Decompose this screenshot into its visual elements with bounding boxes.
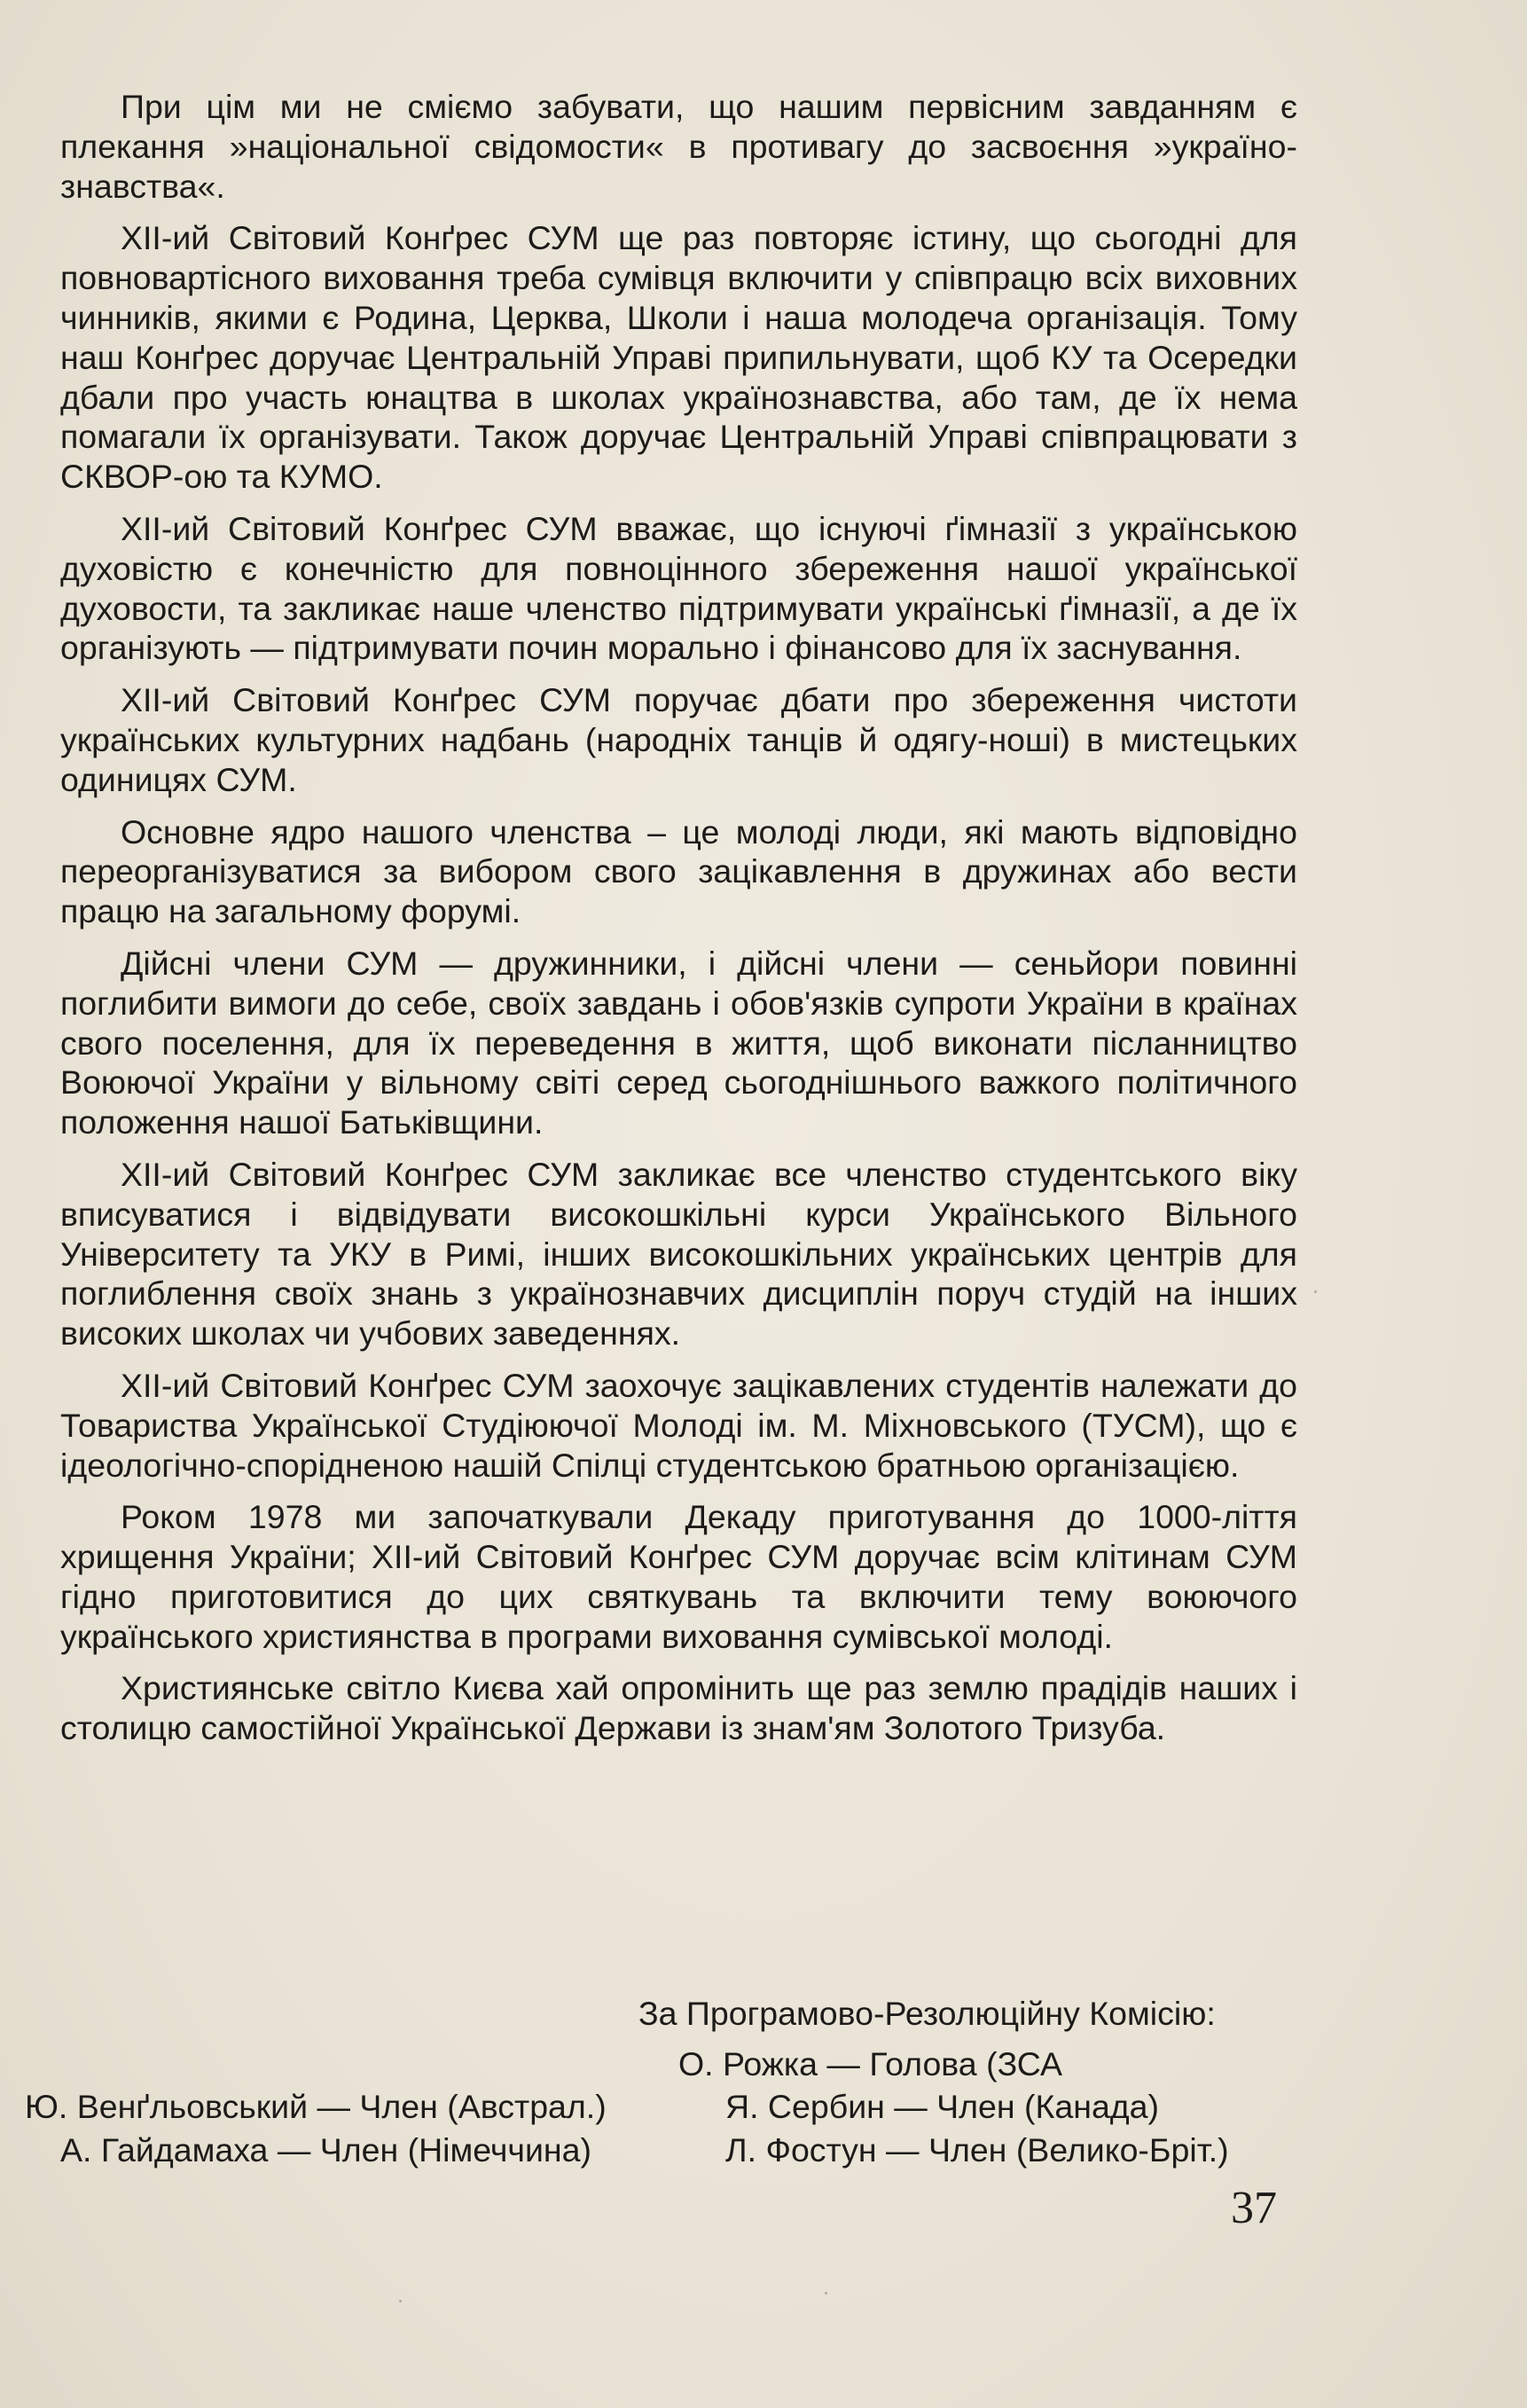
paragraph-4: XII-ий Світовий Конґрес СУМ поручає дбати про збереження чистоти українських культурних надбань (народніх танців й одягу-ноші) в мистецьких одиницях СУМ.: [60, 681, 1297, 798]
paper-speck: [825, 2292, 827, 2294]
paragraph-5: Основне ядро нашого членства – це молоді люди, які мають відповідно переорганізуватися за вибором свого зацікавлення в дружинах або вести працю на загальному форумі.: [60, 812, 1297, 930]
paragraph-8: XII-ий Світовий Конґрес СУМ заохочує зацікавлених студентів належати до Товариства Української Студіюючої Молоді ім. М. Міхновського (ТУСМ), що є ідеологічно-споріднeною нашій Спілці студентською братньою організацією.: [60, 1366, 1297, 1484]
paragraph-10: Християнське світло Києва хай опромінить ще раз землю прадідів наших і столицю самостійної Української Держави із знам'ям Золотого Тризуба.: [60, 1669, 1297, 1747]
paragraph-2: XII-ий Світовий Конґрес СУМ ще раз повторяє істину, що сьогодні для повновартісного виховання треба сумівця включити у співпрацю всіх виховних чинників, якими є Родина, Церква, Школи і наша молодеча організація. Тому наш Конґрес доручає Центральній Управі припильнувати, щоб КУ та Осередки дбали про участь юнацтва в школах українознавства, або там, де їх нема помагали їх організувати. Також доручає Центральній Управі співпрацювати з СКВОР-ою та КУМО.: [60, 219, 1297, 496]
paragraph-7: XII-ий Світовий Конґрес СУМ закликає все членство студентського віку вписуватися і відвідувати високошкільні курси Українського Вільного Університету та УКУ в Римі, інших високошкільних українських центрів для поглиблення своїх знань з українознавчих дисциплін поруч студій на інших високих школах чи учбових заведеннях.: [60, 1155, 1297, 1353]
signature-member-2: Я. Сербин — Член (Канада): [725, 2088, 1160, 2125]
signature-chair: О. Рожка — Голова (ЗСА: [678, 2045, 1063, 2082]
body-text: [60, 87, 1297, 1761]
signature-member-1: Ю. Венґльовський — Член (Австрал.): [25, 2088, 607, 2125]
paper-speck: [1314, 1290, 1317, 1293]
signature-member-3: А. Гайдамаха — Член (Німеччина): [60, 2131, 591, 2169]
paragraph-1: При цім ми не сміємо забувати, що нашим первісним завданням є плекання »національної свідомости« в противагу до засвоєння »українознавства«.: [60, 88, 1297, 205]
paper-speck: [399, 2300, 402, 2302]
signature-member-4: Л. Фостун — Член (Велико-Бріт.): [725, 2131, 1229, 2169]
commission-heading: За Програмово-Резолюційну Комісію:: [638, 1995, 1216, 2032]
page-number: 37: [1231, 2183, 1277, 2233]
paragraph-3: XII-ий Світовий Конґрес СУМ вважає, що існуючі ґімназії з українською духовістю є конечністю для повноцінного збереження нашої української духовости, та закликає наше членство підтримувати українські ґімназії, а де їх організують — підтримувати почин морально і фінансово для їх заснування.: [60, 509, 1297, 667]
paragraph-6: Дійсні члени СУМ — дружинники, і дійсні члени — сеньйори повинні поглибити вимоги до себе, своїх завдань і обов'язків супроти України в країнах свого поселення, для їх переведення в життя, щоб виконати післанництво Воюючої України у вільному світі серед сьогоднішнього важкого політичного положення нашої Батьківщини.: [60, 944, 1297, 1141]
paragraph-9: Роком 1978 ми започаткували Декаду приготування до 1000-ліття хрищення України; XII-ий Світовий Конґрес СУМ доручає всім клітинам СУМ гідно приготовитися до цих святкувань та включити тему воюючого українського християнства в програми виховання сумівської молоді.: [60, 1498, 1297, 1655]
